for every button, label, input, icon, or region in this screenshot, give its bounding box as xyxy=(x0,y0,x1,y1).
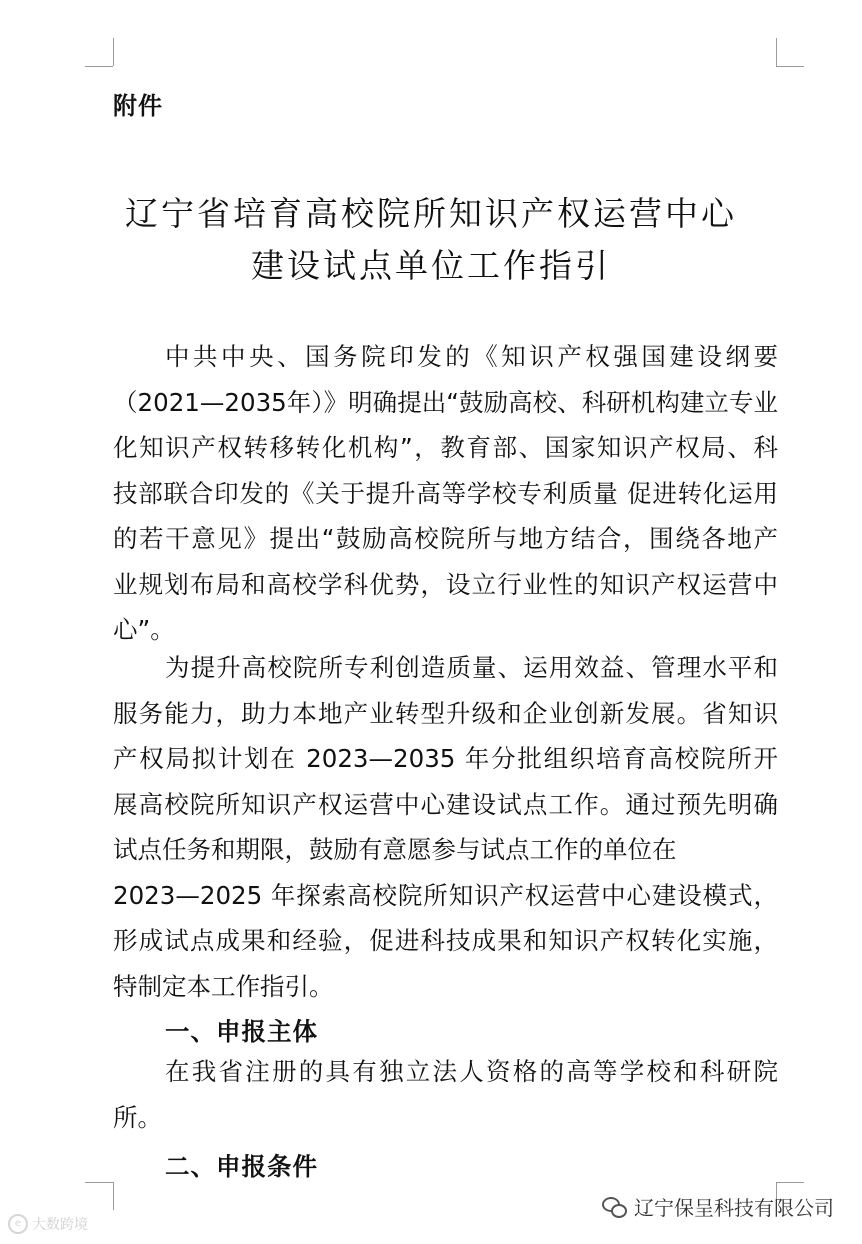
paragraph-line: 展高校院所知识产权运营中心建设试点工作。通过预先明确 xyxy=(113,789,778,819)
attachment-label: 附件 xyxy=(113,92,163,120)
paragraph-2 xyxy=(113,645,778,1009)
paragraph-line: 试点任务和期限，鼓励有意愿参与试点工作的单位在 xyxy=(113,835,677,864)
wechat-icon xyxy=(602,1197,626,1217)
paragraph-line: 2023—2025 年探索高校院所知识产权运营中心建设模式， xyxy=(113,880,778,910)
crop-mark-bottom-left-h xyxy=(85,1182,113,1183)
paragraph-line: 形成试点成果和经验，促进科技成果和知识产权转化实施， xyxy=(113,926,778,955)
document-title-line-2: 建设试点单位工作指引 xyxy=(251,246,611,285)
crop-mark-top-left-h xyxy=(85,66,113,67)
paragraph-line: 产权局拟计划在 2023—2035 年分批组织培育高校院所开 xyxy=(113,744,778,773)
document-title-line-1: 辽宁省培育高校院所知识产权运营中心 xyxy=(125,194,737,233)
paragraph-line: 特制定本工作指引。 xyxy=(113,971,334,1001)
watermark-left xyxy=(8,1214,88,1234)
paragraph-line: 的若干意见》提出“鼓励高校院所与地方结合，围绕各地产 xyxy=(113,524,778,553)
paragraph-line: 为提升高校院所专利创造质量、运用效益、管理水平和 xyxy=(165,653,778,682)
crop-mark-top-right-v xyxy=(776,38,777,66)
paragraph-line: 所。 xyxy=(113,1102,162,1132)
paragraph-line: 心”。 xyxy=(113,615,175,644)
paragraph-line: 在我省注册的具有独立法人资格的高等学校和科研院 xyxy=(165,1057,778,1086)
paragraph-line: 中共中央、国务院印发的《知识产权强国建设纲要 xyxy=(165,342,778,371)
watermark-right-text: 辽宁保呈科技有限公司 xyxy=(634,1196,834,1220)
crop-mark-bottom-right-h xyxy=(776,1182,804,1183)
section-1-body xyxy=(113,1049,778,1140)
paragraph-line: （2021—2035年）》明确提出“鼓励高校、科研机构建立专业 xyxy=(113,387,778,417)
paragraph-line: 业规划布局和高校学科优势，设立行业性的知识产权运营中 xyxy=(113,569,778,599)
section-1-heading: 一、申报主体 xyxy=(165,1017,318,1046)
paragraph-1 xyxy=(113,334,778,653)
watermark-logo-icon: e xyxy=(8,1214,28,1234)
watermark-left-text: 大数跨境 xyxy=(32,1217,88,1233)
paragraph-line: 技部联合印发的《关于提升高等学校专利质量 促进转化运用 xyxy=(113,478,778,508)
crop-mark-top-left-v xyxy=(113,38,114,66)
crop-mark-bottom-left-v xyxy=(113,1182,114,1210)
section-2-heading: 二、申报条件 xyxy=(165,1152,318,1181)
paragraph-line: 化知识产权转移转化机构”，教育部、国家知识产权局、科 xyxy=(113,433,778,462)
watermark-right xyxy=(602,1192,834,1221)
crop-mark-top-right-h xyxy=(776,66,804,67)
paragraph-line: 服务能力，助力本地产业转型升级和企业创新发展。省知识 xyxy=(113,698,778,728)
